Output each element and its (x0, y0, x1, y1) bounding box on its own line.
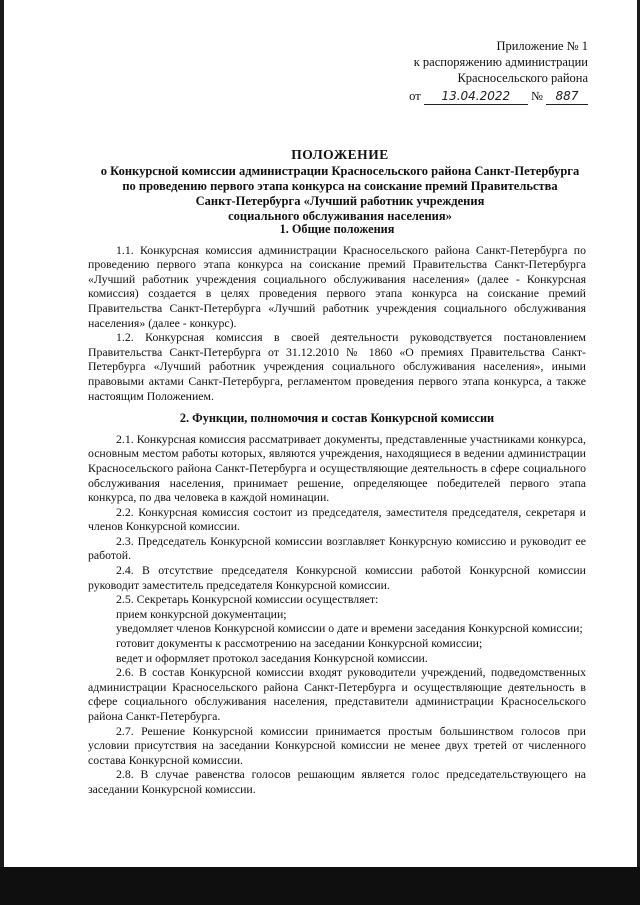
title-line-3: Санкт-Петербурга «Лучший работник учреждения (195, 194, 485, 208)
paragraph-2-5-item-d: ведет и оформляет протокол заседания Конкурсной комиссии. (116, 650, 428, 665)
section-2-heading: 2. Функции, полномочия и состав Конкурсной комиссии (179, 411, 495, 426)
annex-header (409, 38, 588, 105)
paragraph-2-3: 2.3. Председатель Конкурсной комиссии возглавляет Конкурсную комиссию и руководит ее работой. (88, 533, 586, 563)
annex-order-ref: к распоряжению администрации (413, 55, 588, 69)
title-line-1: о Конкурсной комиссии администрации Красносельского района Санкт-Петербурга (100, 164, 580, 178)
paragraph-2-2: 2.2. Конкурсная комиссия состоит из председателя, заместителя председателя, секретаря и членов Конкурсной комиссии. (88, 504, 586, 534)
paragraph-2-7: 2.7. Решение Конкурсной комиссии принимается простым большинством голосов при условии присутствия на заседании Конкурсной комиссии не менее двух третей от численного состава Конкурсной комиссии. (88, 723, 586, 767)
paragraph-2-8: 2.8. В случае равенства голосов решающим является голос председательствующего на заседании Конкурсной комиссии. (88, 767, 586, 796)
section-1-heading: 1. Общие положения (279, 222, 395, 236)
handwritten-number: 887 (546, 88, 588, 105)
paragraph-1-2: 1.2. Конкурсная комиссия в своей деятельности руководствуется постановлением Правительства Санкт-Петербурга от 31.12.2010 № 1860 «О премиях Правительства Санкт-Петербурга «Лучший работник учреждения социального обслуживания населения», иными правовыми актами Санкт-Петербурга, регламентом проведения первого этапа конкурса, а также настоящим Положением. (88, 330, 586, 403)
annex-date-line (409, 88, 588, 105)
handwritten-date: 13.04.2022 (424, 88, 528, 105)
document-body (88, 222, 586, 797)
document-title-block (70, 147, 610, 224)
scan-edge-left (0, 0, 4, 905)
paragraph-2-5-item-b: уведомляет членов Конкурсной комиссии о дате и времени заседания Конкурсной комиссии; (116, 621, 583, 636)
title-line-2: по проведению первого этапа конкурса на соискание премий Правительства (122, 179, 558, 193)
scan-bottom-border (0, 867, 640, 905)
paragraph-2-4: 2.4. В отсутствие председателя Конкурсной комиссии работой Конкурсной комиссии руководит заместитель председателя Конкурсной комиссии. (88, 563, 586, 592)
paragraph-2-5-item-a: прием конкурсной документации; (116, 606, 287, 621)
date-prefix: от (409, 89, 421, 103)
annex-district: Красносельского района (457, 71, 588, 85)
paragraph-2-1: 2.1. Конкурсная комиссия рассматривает документы, представленные участниками конкурса, основным местом работы которых, являются учреждения, находящиеся в ведении администрации Красносельского района Санкт-Петербурга и осуществляющие деятельность в сфере социального обслуживания населения, принимает решение, определяющее победителей первого этапа конкурса, по два человека в каждой номинации. (88, 431, 586, 505)
annex-title: Приложение № 1 (496, 39, 588, 53)
paragraph-1-1: 1.1. Конкурсная комиссия администрации Красносельского района Санкт-Петербурга по проведению первого этапа конкурса на соискание премий Правительства Санкт-Петербурга «Лучший работник учреждения социального обслуживания населения» (далее - Конкурсная комиссия) создается в целях проведения первого этапа конкурса на соискание премий Правительства Санкт-Петербурга «Лучший работник учреждения социального обслуживания населения» (далее - конкурс). (88, 242, 586, 330)
paragraph-2-6: 2.6. В состав Конкурсной комиссии входят руководители учреждений, подведомственных администрации Красносельского района Санкт-Петербурга и осуществляющие деятельность в сфере социального обслуживания населения, представители администрации Красносельского района Санкт-Петербурга. (88, 665, 586, 723)
document-title: ПОЛОЖЕНИЕ (291, 147, 389, 162)
number-prefix: № (530, 89, 543, 103)
paragraph-2-5: 2.5. Секретарь Конкурсной комиссии осуществляет: (116, 592, 379, 607)
paragraph-2-5-item-c: готовит документы к рассмотрению на заседании Конкурсной комиссии; (116, 636, 483, 651)
title-line-4: социального обслуживания населения» (228, 209, 452, 223)
